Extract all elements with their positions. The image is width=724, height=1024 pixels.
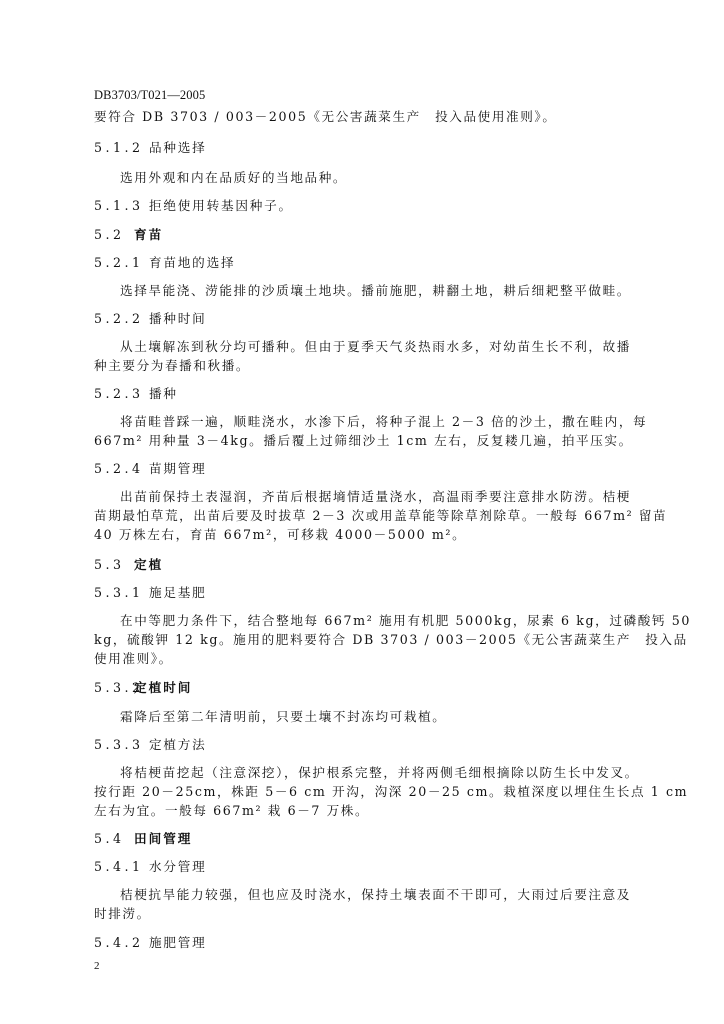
paragraph-line: 667m² 用种量 3－4kg。播后覆上过筛细沙土 1cm 左右，反复耧几遍，拍平压实。 [94, 433, 633, 448]
section-title: 田间管理 [134, 831, 193, 846]
section-title: 定植方法 [149, 737, 207, 752]
section-title: 育苗 [134, 227, 164, 242]
section-title: 育苗地的选择 [149, 255, 236, 270]
section-number: 5.2.4 [94, 461, 144, 476]
section-heading-5-3-3 [94, 737, 207, 753]
section-number: 5.2.3 [94, 386, 144, 401]
section-title: 品种选择 [149, 140, 207, 155]
section-title: 水分管理 [149, 859, 207, 874]
paragraph-line: 苗期最怕草荒，出苗后要及时拔草 2－3 次或用盖草能等除草剂除草。一般每 667m² 留苗 [94, 508, 668, 523]
section-title: 播种时间 [149, 311, 207, 326]
paragraph-line: 桔梗抗旱能力较强，但也应及时浇水，保持土壤表面不干即可，大雨过后要注意及 [120, 887, 631, 902]
section-number: 5.3 [94, 557, 125, 572]
section-heading-5-2-2 [94, 311, 207, 327]
page-number: 2 [94, 960, 100, 972]
section-number: 5.3.2 [94, 680, 144, 695]
section-number: 5.2 [94, 227, 125, 242]
paragraph-line: 40 万株左右，育苗 667m²，可移栽 4000－5000 m²。 [94, 527, 467, 542]
section-number: 5.1.3 [94, 198, 144, 213]
section-heading-5-3-1 [94, 585, 207, 601]
section-heading-5-4 [94, 831, 192, 847]
section-heading-5-2-4 [94, 461, 207, 477]
section-title: 定植时间 [134, 680, 193, 695]
paragraph-line: 将桔梗苗挖起（注意深挖），保护根系完整，并将两侧毛细根摘除以防生长中发叉。 [120, 765, 639, 780]
section-number: 5.4 [94, 831, 125, 846]
section-number: 5.1.2 [94, 140, 144, 155]
section-number: 5.2.2 [94, 311, 144, 326]
paragraph-line: 出苗前保持土表湿润，齐苗后根据墒情适量浇水，高温雨季要注意排水防涝。桔梗 [120, 489, 631, 504]
paragraph-line: 按行距 20－25cm，株距 5－6 cm 开沟，沟深 20－25 cm。栽植深度以埋住生长点 1 cm [94, 784, 689, 799]
section-heading-5-3-2 [94, 680, 192, 696]
section-title: 施肥管理 [149, 935, 207, 950]
section-number: 5.4.2 [94, 935, 144, 950]
paragraph-line: 在中等肥力条件下，结合整地每 667m² 施用有机肥 5000kg，尿素 6 kg，过磷酸钙 50 [120, 613, 691, 628]
section-heading-5-1-3 [94, 198, 293, 214]
paragraph-line: 霜降后至第二年清明前，只要土壤不封冻均可栽植。 [120, 709, 447, 724]
section-heading-5-1-2 [94, 140, 207, 156]
paragraph-line: 左右为宜。一般每 667m² 栽 6－7 万株。 [94, 803, 370, 818]
section-title: 施足基肥 [149, 585, 207, 600]
section-title: 拒绝使用转基因种子。 [149, 198, 293, 213]
paragraph-line: kg，硫酸钾 12 kg。施用的肥料要符合 DB 3703 / 003－2005《无公害蔬菜生产 投入品 [94, 632, 688, 647]
paragraph-line: 时排涝。 [94, 906, 151, 921]
section-number: 5.4.1 [94, 859, 144, 874]
paragraph-line: 使用准则》。 [94, 651, 173, 666]
section-heading-5-2-1 [94, 255, 235, 271]
paragraph-line: 选用外观和内在品质好的当地品种。 [120, 170, 348, 185]
section-title: 苗期管理 [149, 461, 207, 476]
paragraph-line: 从土壤解冻到秋分均可播种。但由于夏季天气炎热雨水多，对幼苗生长不利，故播 [120, 339, 631, 354]
section-title: 播种 [149, 386, 178, 401]
section-title: 定植 [134, 557, 164, 572]
paragraph-line: 要符合 DB 3703 / 003－2005《无公害蔬菜生产 投入品使用准则》。 [94, 109, 557, 124]
section-number: 5.2.1 [94, 255, 144, 270]
section-heading-5-4-2 [94, 935, 207, 951]
paragraph-line: 将苗畦普踩一遍，顺畦浇水，水渗下后，将种子混上 2－3 倍的沙土，撒在畦内，每 [120, 414, 648, 429]
document-code-header: DB3703/T021—2005 [94, 88, 206, 102]
paragraph-line: 选择旱能浇、涝能排的沙质壤土地块。播前施肥，耕翻土地，耕后细耙整平做畦。 [120, 283, 631, 298]
section-heading-5-2-3 [94, 386, 178, 402]
section-heading-5-3 [94, 557, 163, 573]
section-heading-5-2 [94, 227, 163, 243]
section-heading-5-4-1 [94, 859, 207, 875]
section-number: 5.3.3 [94, 737, 144, 752]
section-number: 5.3.1 [94, 585, 144, 600]
paragraph-line: 种主要分为春播和秋播。 [94, 358, 251, 373]
